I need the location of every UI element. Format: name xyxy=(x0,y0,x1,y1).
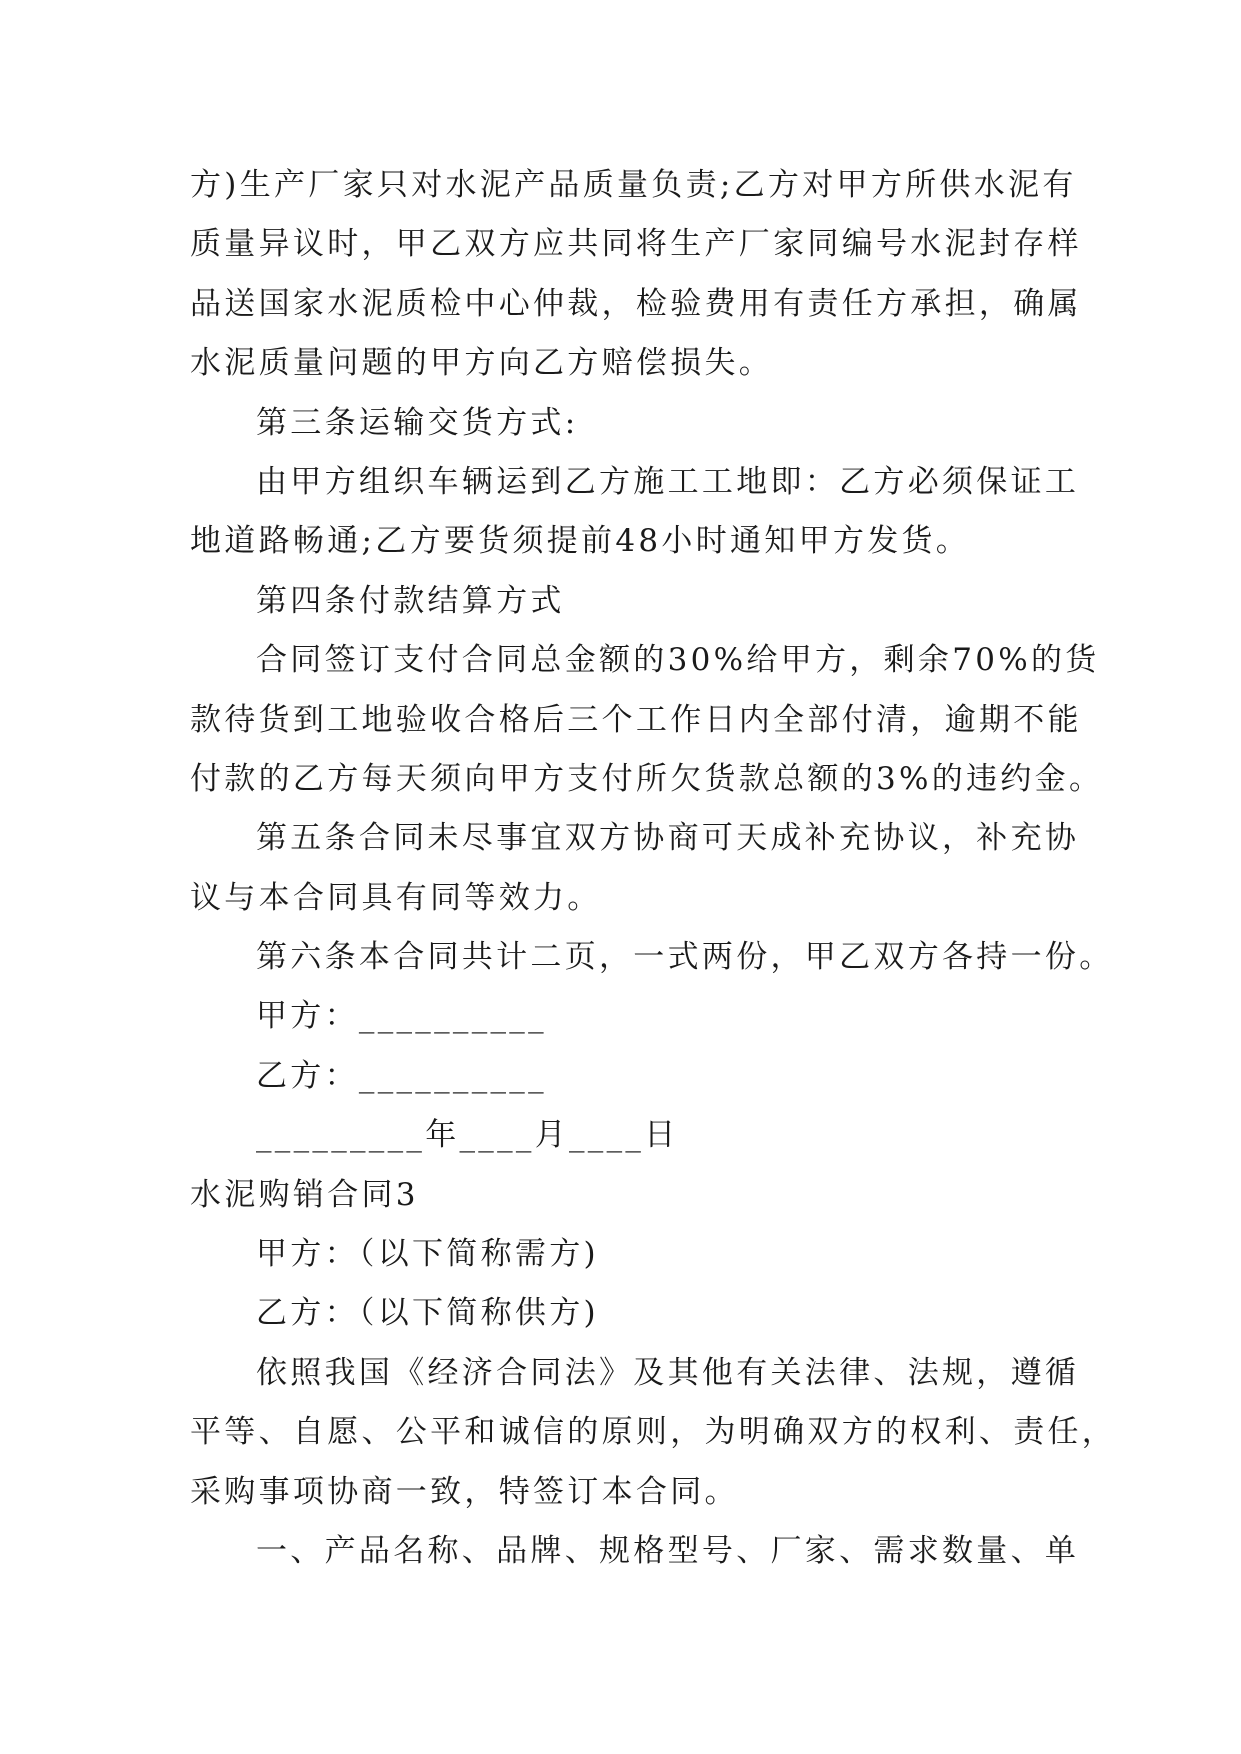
text-line: 第六条本合同共计二页，一式两份，甲乙双方各持一份。 xyxy=(256,939,1114,976)
text-line: 质量异议时，甲乙双方应共同将生产厂家同编号水泥封存样 xyxy=(190,226,1082,263)
text-line: 一、产品名称、品牌、规格型号、厂家、需求数量、单 xyxy=(256,1532,1080,1569)
signature-date: _________年____月____日 xyxy=(256,1117,679,1154)
text-line: 采购事项协商一致，特签订本合同。 xyxy=(190,1473,739,1510)
text-line: 平等、自愿、公平和诚信的原则，为明确双方的权利、责任， xyxy=(190,1414,1117,1451)
text-line: 品送国家水泥质检中心仲裁，检验费用有责任方承担，确属 xyxy=(190,285,1082,322)
article-heading: 第三条运输交货方式: xyxy=(256,404,579,441)
text-line: 合同签订支付合同总金额的30%给甲方，剩余70%的货 xyxy=(256,642,1100,679)
text-line: 由甲方组织车辆运到乙方施工工地即：乙方必须保证工 xyxy=(256,463,1080,500)
party-a-line: 甲方：（以下简称需方) xyxy=(256,1236,599,1273)
text-line: 地道路畅通;乙方要货须提前48小时通知甲方发货。 xyxy=(190,523,971,560)
document-body xyxy=(190,156,1117,1581)
article-heading: 第四条付款结算方式 xyxy=(256,582,565,619)
signature-party-b: 乙方：__________ xyxy=(256,1057,547,1094)
text-line: 议与本合同具有同等效力。 xyxy=(190,879,602,916)
text-line: 方)生产厂家只对水泥产品质量负责;乙方对甲方所供水泥有 xyxy=(190,167,1077,203)
section-title: 水泥购销合同3 xyxy=(190,1176,419,1213)
party-b-line: 乙方：（以下简称供方) xyxy=(256,1295,599,1332)
text-line: 付款的乙方每天须向甲方支付所欠货款总额的3%的违约金。 xyxy=(190,760,1104,797)
text-line: 款待货到工地验收合格后三个工作日内全部付清，逾期不能 xyxy=(190,701,1082,738)
text-line: 水泥质量问题的甲方向乙方赔偿损失。 xyxy=(190,345,774,382)
text-line: 第五条合同未尽事宜双方协商可天成补充协议，补充协 xyxy=(256,820,1080,857)
text-line: 依照我国《经济合同法》及其他有关法律、法规，遵循 xyxy=(256,1354,1080,1391)
signature-party-a: 甲方：__________ xyxy=(256,998,547,1035)
